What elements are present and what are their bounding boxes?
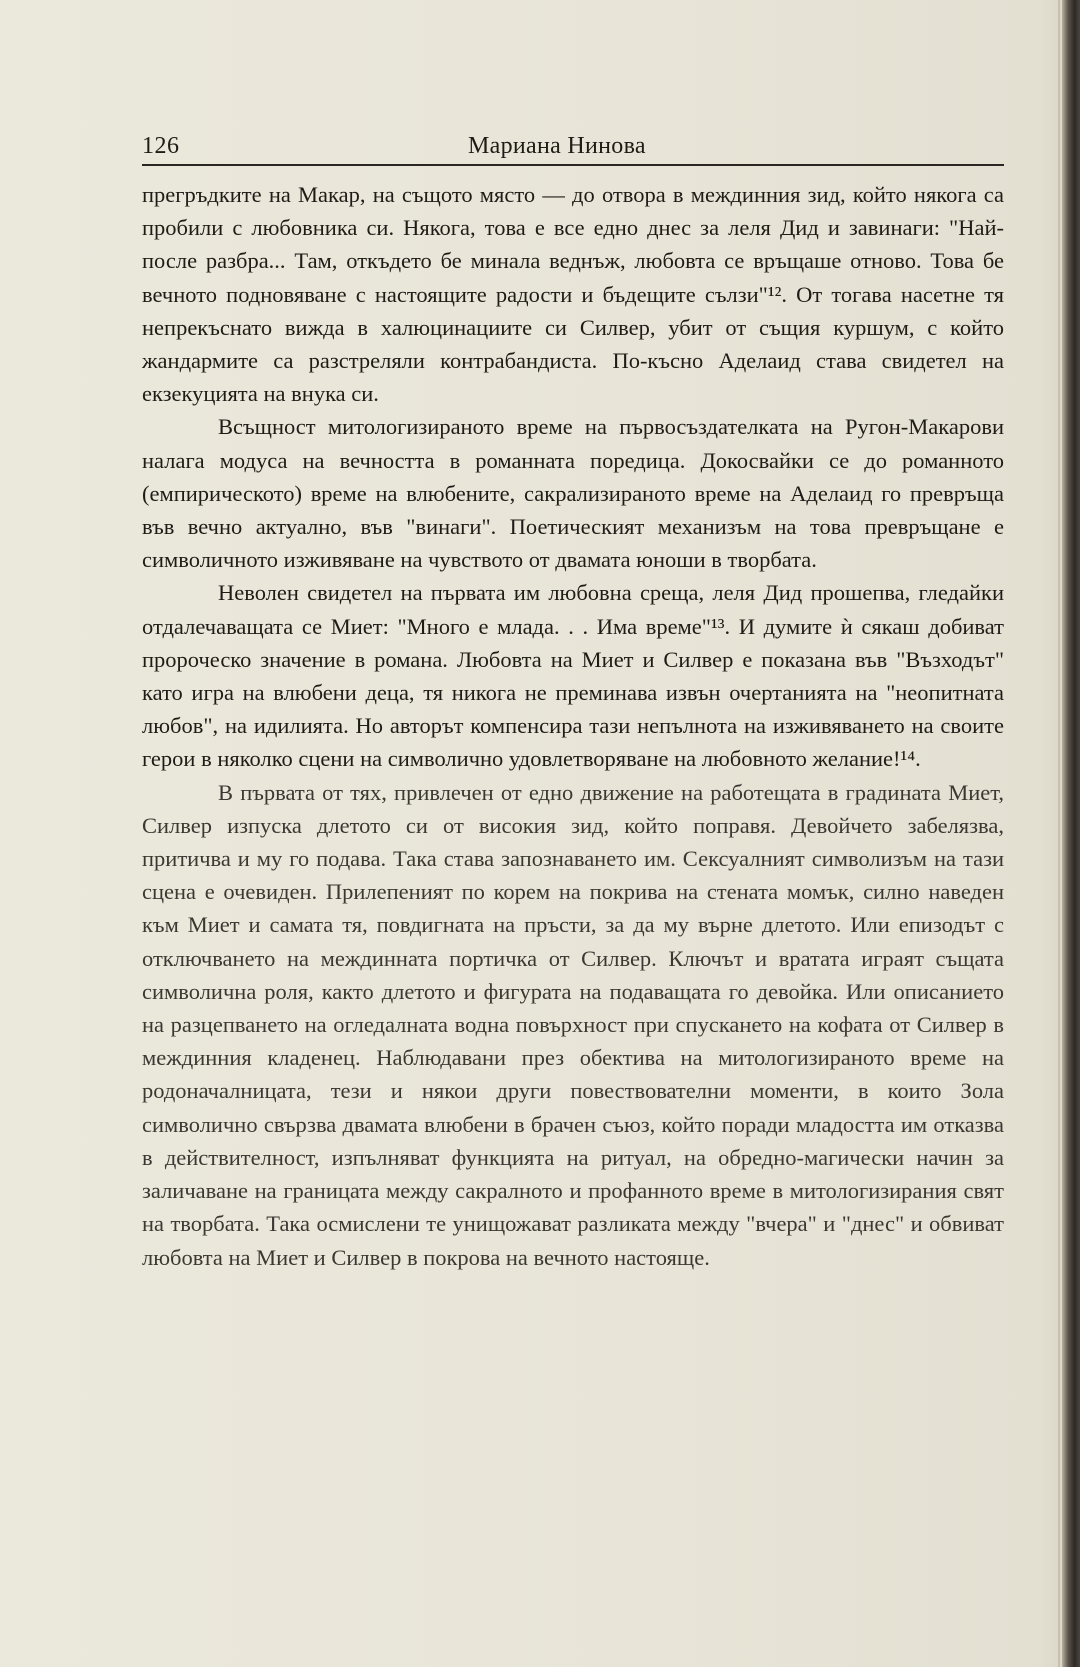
running-head-author: Мариана Нинова [468, 133, 646, 159]
paragraph-3: Неволен свидетел на първата им любовна среща, леля Дид прошепва, гледайки отдалечаващата се Миет: "Много е млада. . . Има време"¹³. И думите ѝ сякаш добиват пророческо значение в романа. Любовта на Миет и Силвер е показана във "Възходът" като игра на влюбени деца, тя никога не преминава извън очертанията на "неопитната любов", на идилията. Но авторът компенсира тази непълнота на изживяването на своите герои в няколко сцени на символично удовлетворяване на любовното желание!¹⁴. [142, 580, 1004, 772]
paragraph-2: Всъщност митологизираното време на първосъздателката на Ругон-Макарови налага модуса на вечността в романната поредица. Докосвайки се до романното (емпирическото) време на влюбените, сакрализираното време на Аделаид го превръща във вечно актуално, във "винаги". Поетическият механизъм на това превръщане е символичното изживяване на чувството от двамата юноши в творбата. [142, 414, 1004, 573]
paragraph-1: прегръдките на Макар, на същото място — до отвора в междинния зид, който някога са пробили с любовника си. Някога, това е все едно днес за леля Дид и завинаги: "Най-после разбра... Там, откъдето бе минала веднъж, любовта се връщаше отново. Това бе вечното подновяване с настоящите радости и бъдещите сълзи"¹². От тогава насетне тя непрекъснато вижда в халюцинациите си Силвер, убит от същия куршум, с който жандармите са разстреляли контрабандиста. По-късно Аделаид става свидетел на екзекуцията на внука си. [142, 182, 1004, 407]
page-binding-line [1058, 0, 1060, 1667]
book-spine-edge [1062, 0, 1080, 1667]
page-header [142, 133, 1004, 163]
header-rule [142, 164, 1004, 166]
body-text [142, 178, 1004, 1274]
paragraph-4: В първата от тях, привлечен от едно движение на работещата в градината Миет, Силвер изпуска длетото си от високия зид, който поправя. Девойчето забелязва, притичва и му го подава. Така става запознаването им. Сексуалният символизъм на тази сцена е очевиден. Прилепеният по корем на покрива на стената момък, силно наведен към Миет и самата тя, повдигната на пръсти, за да му върне длетото. Или епизодът с отключването на междинната портичка от Силвер. Ключът и вратата играят същата символична роля, както длетото и фигурата на подаващата го девойка. Или описанието на разцепването на огледалната водна повърхност при спускането на кофата от Силвер в междинния кладенец. Наблюдавани през обектива на митологизираното време на родоначалницата, тези и някои други повествователни моменти, в които Зола символично свързва двамата влюбени в брачен съюз, който поради младостта им отказва в действителност, изпълняват функцията на ритуал, на обредно-магически начин за заличаване на границата между сакралното и профанното време в митологизирания свят на творбата. Така осмислени те унищожават разликата между "вчера" и "днес" и обвиват любовта на Миет и Силвер в покрова на вечното настояще. [142, 779, 1004, 1270]
page-number: 126 [142, 133, 180, 159]
